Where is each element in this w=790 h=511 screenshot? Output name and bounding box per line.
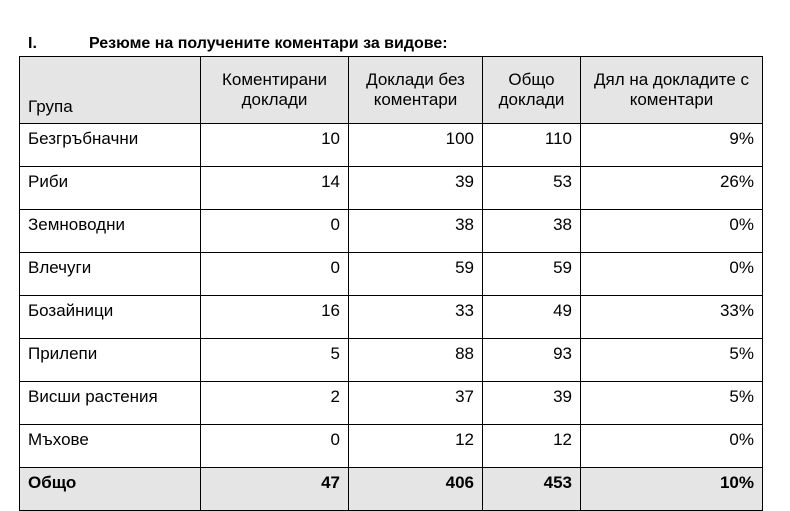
uncommented-count: 59 [349, 253, 483, 296]
commented-share: 26% [581, 167, 763, 210]
header-commented-reports: Коментирани доклади [201, 57, 349, 124]
total-count: 110 [483, 124, 581, 167]
group-name: Влечуги [20, 253, 201, 296]
total-row [20, 468, 763, 511]
table-row [20, 339, 763, 382]
uncommented-count: 33 [349, 296, 483, 339]
commented-share: 0% [581, 425, 763, 468]
group-name: Земноводни [20, 210, 201, 253]
group-name: Безгръбначни [20, 124, 201, 167]
commented-count: 0 [201, 253, 349, 296]
table-row [20, 425, 763, 468]
uncommented-count: 37 [349, 382, 483, 425]
group-name: Прилепи [20, 339, 201, 382]
total-count: 93 [483, 339, 581, 382]
total-uncommented: 406 [349, 468, 483, 511]
total-count: 49 [483, 296, 581, 339]
uncommented-count: 88 [349, 339, 483, 382]
commented-count: 14 [201, 167, 349, 210]
commented-count: 10 [201, 124, 349, 167]
total-count: 53 [483, 167, 581, 210]
group-name: Бозайници [20, 296, 201, 339]
section-title: Резюме на получените коментари за видове: [89, 35, 448, 52]
group-name: Висши растения [20, 382, 201, 425]
total-commented: 47 [201, 468, 349, 511]
table-row [20, 253, 763, 296]
table-row [20, 382, 763, 425]
uncommented-count: 39 [349, 167, 483, 210]
uncommented-count: 38 [349, 210, 483, 253]
commented-share: 9% [581, 124, 763, 167]
commented-count: 5 [201, 339, 349, 382]
total-count: 39 [483, 382, 581, 425]
header-commented-share: Дял на докладите с коментари [581, 57, 763, 124]
total-count: 12 [483, 425, 581, 468]
commented-share: 0% [581, 210, 763, 253]
commented-count: 0 [201, 425, 349, 468]
group-name: Мъхове [20, 425, 201, 468]
table-row [20, 124, 763, 167]
commented-count: 0 [201, 210, 349, 253]
commented-count: 16 [201, 296, 349, 339]
header-row [20, 57, 763, 124]
commented-share: 5% [581, 382, 763, 425]
total-count: 59 [483, 253, 581, 296]
table-row [20, 210, 763, 253]
header-group: Група [20, 57, 201, 124]
total-share: 10% [581, 468, 763, 511]
section-heading [28, 35, 448, 53]
commented-share: 5% [581, 339, 763, 382]
total-label: Общо [20, 468, 201, 511]
header-total-reports: Общо доклади [483, 57, 581, 124]
group-name: Риби [20, 167, 201, 210]
uncommented-count: 100 [349, 124, 483, 167]
species-comments-table [19, 56, 763, 511]
commented-share: 0% [581, 253, 763, 296]
commented-share: 33% [581, 296, 763, 339]
header-uncommented-reports: Доклади без коментари [349, 57, 483, 124]
total-reports: 453 [483, 468, 581, 511]
section-number: I. [28, 35, 37, 52]
total-count: 38 [483, 210, 581, 253]
uncommented-count: 12 [349, 425, 483, 468]
table-row [20, 167, 763, 210]
commented-count: 2 [201, 382, 349, 425]
table-row [20, 296, 763, 339]
